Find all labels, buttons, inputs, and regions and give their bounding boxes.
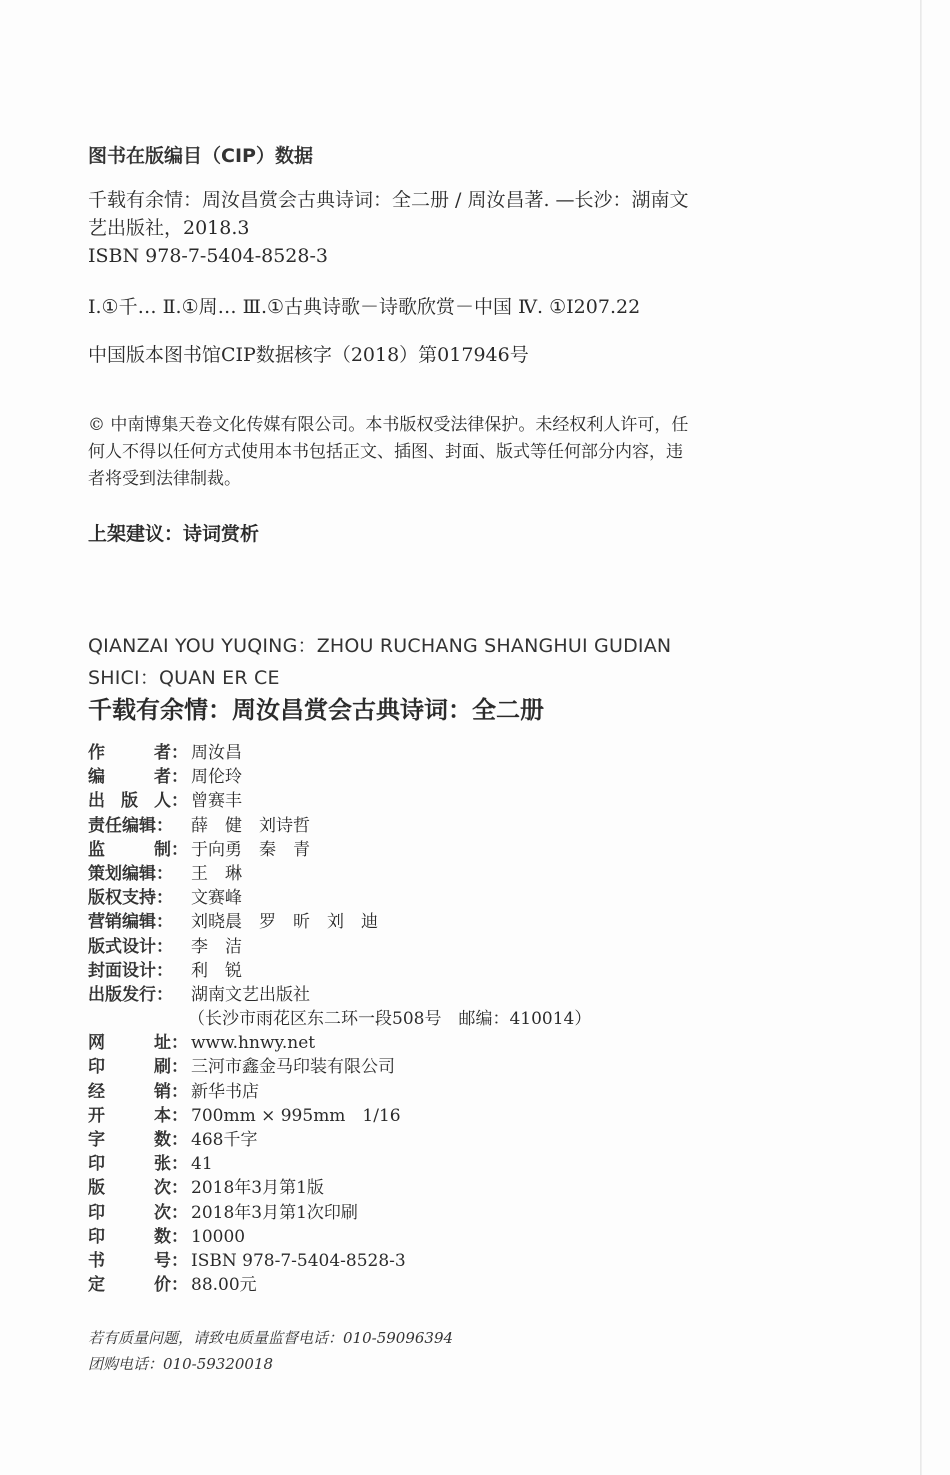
credit-label	[88, 910, 188, 934]
credit-value: （长沙市雨花区东二环一段508号 邮编：410014）	[188, 1009, 592, 1030]
pinyin-line: SHICI：QUAN ER CE	[88, 667, 280, 689]
credit-label	[88, 1176, 188, 1200]
credit-label	[88, 1152, 188, 1176]
credit-label-part: 者：	[154, 743, 188, 763]
credit-value: 10000	[191, 1226, 246, 1247]
credit-value: 周汝昌	[191, 743, 242, 763]
credit-value: 新华书店	[191, 1081, 259, 1102]
credit-value: 薛 健 刘诗哲	[191, 815, 310, 836]
credit-label-part: 版式设计：	[88, 936, 173, 957]
credit-label	[88, 1104, 188, 1128]
credit-label-part: 版权支持：	[88, 888, 173, 909]
credit-value: www.hnwy.net	[191, 1033, 316, 1054]
pinyin-title	[88, 630, 671, 694]
credit-label-part: 刷：	[154, 1057, 188, 1078]
cip-line: 千载有余情：周汝昌赏会古典诗词：全二册 / 周汝昌著. —长沙：湖南文	[88, 189, 689, 211]
credit-label-part: 策划编辑：	[88, 863, 173, 884]
credit-label	[88, 814, 188, 838]
page-edge	[920, 0, 922, 1475]
credit-label	[88, 765, 188, 789]
credit-value: 刘晓晨 罗 昕 刘 迪	[191, 912, 378, 933]
credit-label	[88, 1201, 188, 1225]
copyright-line: 者将受到法律制裁。	[88, 469, 241, 489]
credit-value: 41	[191, 1154, 213, 1175]
credit-label-part: 印	[88, 1057, 105, 1078]
credit-value: 湖南文艺出版社	[191, 984, 310, 1005]
book-title: 千载有余情：周汝昌赏会古典诗词：全二册	[88, 696, 544, 724]
credit-label-part: 数：	[154, 1226, 188, 1247]
credit-label-part: 次：	[154, 1202, 188, 1223]
credit-label-part: 印	[88, 1154, 105, 1175]
credit-label-part: 作	[88, 743, 105, 763]
credit-value: 468千字	[191, 1130, 258, 1150]
quality-phone: 若有质量问题，请致电质量监督电话：010-59096394	[88, 1329, 454, 1347]
credit-label	[88, 1273, 188, 1297]
cip-heading: 图书在版编目（CIP）数据	[88, 145, 313, 167]
credit-label-part: 字	[88, 1130, 105, 1150]
copyright-notice	[88, 412, 788, 493]
credit-label	[88, 959, 188, 983]
shelf-suggestion: 上架建议：诗词赏析	[88, 523, 260, 545]
credit-label-part: 责任编辑：	[88, 815, 173, 836]
credit-label-part: 网	[88, 1033, 105, 1054]
cip-line: 艺出版社，2018.3	[88, 217, 250, 239]
credit-label-part: 张：	[154, 1154, 188, 1175]
copyright-line: 何人不得以任何方式使用本书包括正文、插图、封面、版式等任何部分内容，违	[88, 442, 683, 462]
credit-label	[88, 862, 188, 886]
credit-value: 周伦玲	[191, 767, 242, 788]
credit-value: 88.00元	[191, 1275, 257, 1296]
credit-label-part: 监	[88, 839, 105, 860]
credit-label-part: 版	[121, 791, 138, 812]
credit-value: 王 琳	[191, 863, 242, 884]
credit-label	[88, 838, 188, 862]
credit-label-part: 营销编辑：	[88, 912, 173, 933]
credit-label	[88, 1249, 188, 1273]
credit-label	[88, 1055, 188, 1079]
credit-label-part: 封面设计：	[88, 960, 173, 981]
credit-label	[88, 741, 188, 765]
credit-label-part: 出	[88, 791, 105, 812]
cip-main-entry	[88, 186, 689, 270]
group-purchase-phone: 团购电话：010-59320018	[88, 1355, 274, 1373]
credit-label-part: 经	[88, 1081, 105, 1102]
credit-label-part: 开	[88, 1105, 105, 1126]
credit-label	[88, 935, 188, 959]
credit-label-part: 编	[88, 767, 105, 788]
credit-label	[88, 1080, 188, 1104]
credit-label	[88, 1128, 188, 1152]
credit-label	[88, 983, 188, 1007]
credit-label	[88, 1225, 188, 1249]
credit-value: 曾赛丰	[191, 791, 242, 812]
cip-line: ISBN 978-7-5404-8528-3	[88, 245, 328, 267]
credit-label	[88, 1031, 188, 1055]
credit-value: ISBN 978-7-5404-8528-3	[191, 1250, 406, 1271]
credit-label	[88, 886, 188, 910]
credit-label-part: 销：	[154, 1081, 188, 1102]
credit-label-part: 版	[88, 1178, 105, 1199]
cip-classification: Ⅰ.①千… Ⅱ.①周… Ⅲ.①古典诗歌－诗歌欣赏－中国 Ⅳ. ①I207.22	[88, 296, 641, 318]
credit-value: 2018年3月第1次印刷	[191, 1202, 358, 1223]
footer-contacts	[88, 1325, 453, 1377]
credit-label-part: 制：	[154, 839, 188, 860]
pinyin-line: QIANZAI YOU YUQING：ZHOU RUCHANG SHANGHUI GUDIAN	[88, 635, 672, 657]
credit-label-part: 印	[88, 1226, 105, 1247]
credit-value: 700mm × 995mm 1/16	[191, 1105, 401, 1126]
credit-label-part: 址：	[154, 1033, 188, 1054]
credit-value: 文赛峰	[191, 888, 242, 909]
credit-label-part: 者：	[154, 767, 188, 788]
credit-label-part: 定	[88, 1275, 105, 1296]
credit-label-part: 数：	[154, 1130, 188, 1150]
credit-value: 李 洁	[191, 936, 242, 957]
credit-value: 于向勇 秦 青	[191, 839, 310, 860]
credit-label-part: 印	[88, 1202, 105, 1223]
credit-label-part: 本：	[154, 1105, 188, 1126]
credit-label-part: 价：	[154, 1275, 188, 1296]
credit-label	[88, 789, 188, 813]
copyright-line: © 中南博集天卷文化传媒有限公司。本书版权受法律保护。未经权利人许可，任	[88, 415, 689, 435]
credit-label-part: 出版发行：	[88, 984, 173, 1005]
cip-number: 中国版本图书馆CIP数据核字（2018）第017946号	[88, 344, 529, 366]
credit-value: 2018年3月第1版	[191, 1178, 324, 1199]
credit-label-part: 号：	[154, 1250, 188, 1271]
credit-value: 三河市鑫金马印装有限公司	[191, 1057, 395, 1078]
credit-label-part: 书	[88, 1250, 105, 1271]
credit-label-part: 次：	[154, 1178, 188, 1199]
credit-value: 利 锐	[191, 960, 242, 981]
credit-label-part: 人：	[154, 791, 188, 812]
